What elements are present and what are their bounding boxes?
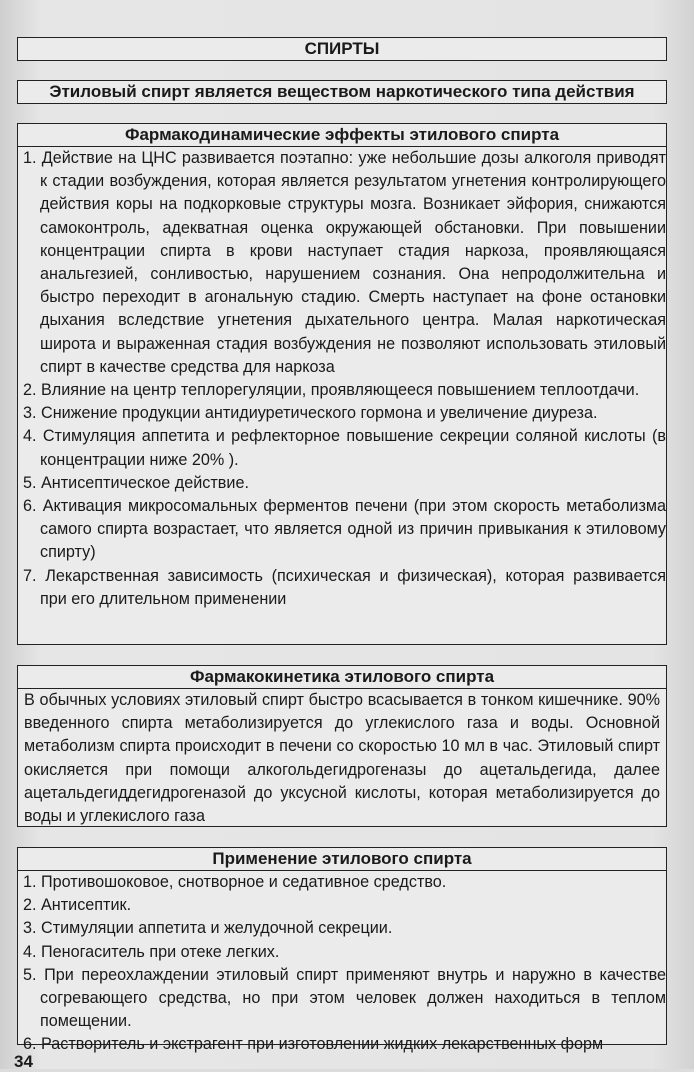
application-list: [18, 871, 666, 1057]
list-item: 7. Лекарственная зависимость (психическая и физическая), которая развивается при его длительном применении: [23, 566, 666, 608]
list-item: 4. Пеногаситель при отеке легких.: [23, 942, 280, 961]
application-box: [17, 847, 667, 1054]
subtitle-box: [17, 80, 667, 104]
title-box: [17, 37, 667, 61]
list-item: 1. Противошоковое, снотворное и седативное средство.: [23, 873, 447, 891]
list-item: 6. Растворитель и экстрагент при изготовлении жидких лекарственных форм: [23, 1035, 604, 1054]
list-item: 3. Снижение продукции антидиуретического гормона и увеличение диуреза.: [23, 404, 598, 423]
list-item: 1. Действие на ЦНС развивается поэтапно: уже небольшие дозы алкоголя приводят к стадии возбуждения, которая является результатом угнетения контролирующего действия коры на подкорковые структуры мозга. Возникает эйфория, снижаются самоконтроль, адекватная оценка окружающей обстановки. При повышении концентрации спирта в крови наступает стадия наркоза, проявляющаяся анальгезией, сонливостью, нарушением сознания. Она непродолжительна и быстро переходит в агональную стадию. Смерть наступает на фоне остановки дыхания вследствие угнетения дыхательного центра. Малая наркотическая широта и выраженная стадия возбуждения не позволяют использовать этиловый спирт в качестве средства для наркоза: [23, 149, 666, 376]
list-item: 4. Стимуляция аппетита и рефлекторное повышение секреции соляной кислоты (в концентрации ниже 20% ).: [23, 427, 666, 469]
list-item: 5. При переохлаждении этиловый спирт применяют внутрь и наружно в качестве согревающего средства, но при этом человек должен находиться в теплом помещении.: [23, 965, 666, 1031]
list-item: 2. Антисептик.: [23, 896, 132, 915]
pharmacodynamics-box: [17, 123, 667, 645]
pharmacokinetics-text: В обычных условиях этиловый спирт быстро всасывается в тонком кишечнике. 90% введенного спирта метаболизируется до углекислого газа и воды. Основной метаболизм спирта происходит в печени со скоростью 10 мл в час. Этиловый спирт окисляется при помощи алкогольдегидрогеназы до ацетальдегида, далее ацетальдегиддегидрогеназой до уксусной кислоты, которая метаболизируется до воды и углекислого газа: [24, 691, 660, 826]
list-item: 3. Стимуляции аппетита и желудочной секреции.: [23, 919, 393, 938]
list-item: 6. Активация микросомальных ферментов печени (при этом скорость метаболизма самого спирта возрастает, что является одной из причин привыкания к этиловому спирту): [23, 497, 666, 562]
pharmacodynamics-heading: Фармакодинамические эффекты этилового спирта: [18, 124, 666, 147]
application-heading: Применение этилового спирта: [18, 848, 666, 871]
list-item: 5. Антисептическое действие.: [23, 473, 249, 492]
pharmacodynamics-list: [18, 147, 666, 611]
page-subtitle: Этиловый спирт является веществом наркотического типа действия: [49, 82, 635, 101]
pharmacokinetics-heading: Фармакокинетика этилового спирта: [18, 666, 666, 689]
page-number: 34: [14, 1052, 33, 1071]
page-title: СПИРТЫ: [304, 39, 380, 58]
list-item: 2. Влияние на центр теплорегуляции, проявляющееся повышением теплоотдачи.: [23, 381, 640, 400]
pharmacokinetics-box: [17, 665, 667, 827]
